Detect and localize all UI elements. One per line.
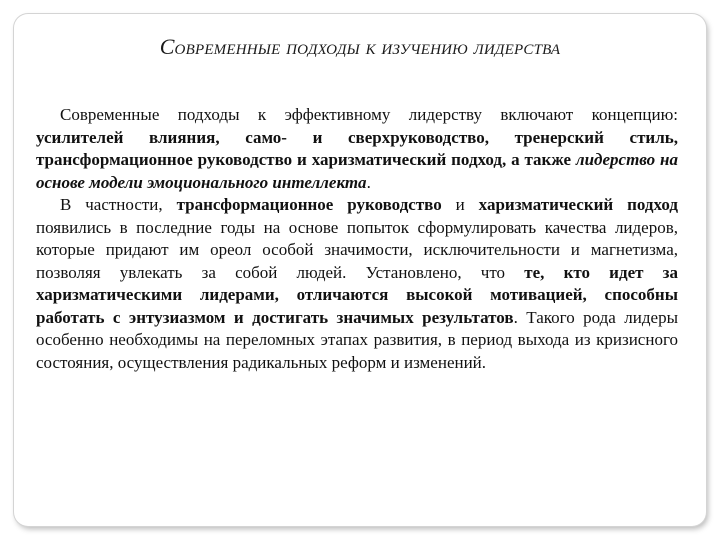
p2-end: . Такого рода лидеры особенно необходимы на переломных этапах развития, в период выхода из кризисного состояния, осуществления радикальных реформ и изменений. <box>36 307 678 372</box>
p2-transformational: трансформационное руководство <box>176 195 442 214</box>
p1-concepts: усилителей влияния, само- и сверхруководство, тренерский стиль, трансформационное руководство и харизматический подход, а также <box>36 127 678 169</box>
p2-intro: В частности, <box>60 195 177 214</box>
p1-end: . <box>366 172 371 192</box>
p1-intro: Современные подходы к эффективному лидерству включают концепцию: <box>60 105 678 124</box>
paragraph-approaches <box>36 104 678 194</box>
p1-emotional-intelligence: лидерство на основе модели эмоционального интеллекта <box>36 150 678 192</box>
p2-charismatic: харизматический подход <box>478 195 678 214</box>
slide-body <box>36 104 678 374</box>
p2-mid2: появились в последние годы на основе попыток сформулировать качества лидеров, которые придают им ореол особой значимости, исключительности и магнетизма, позволяя увлекать за собой людей. Установлено, что <box>36 217 678 282</box>
p2-followers: те, кто идет за харизматическими лидерами, отличаются высокой мотивацией, способны работать с энтузиазмом и достигать значимых результатов <box>36 262 678 327</box>
paragraph-charisma <box>36 194 678 374</box>
p2-mid1: и <box>441 195 479 214</box>
slide-title: Современные подходы к изучению лидерства <box>159 34 561 59</box>
